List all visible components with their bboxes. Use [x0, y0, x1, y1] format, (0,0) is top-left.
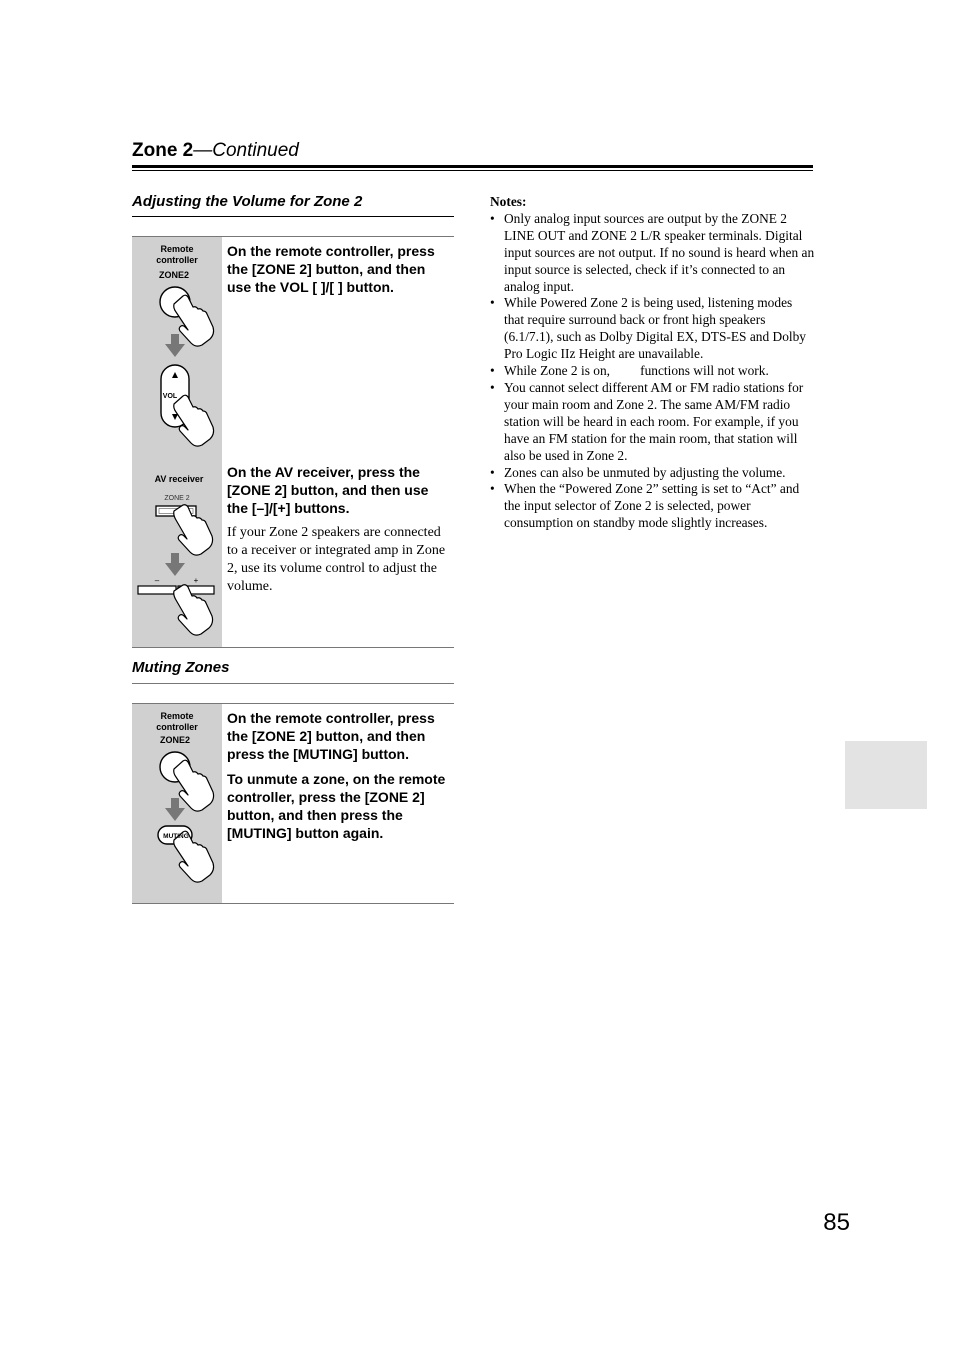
- note-item: • When the “Powered Zone 2” setting is set to “Act” and the input selector of Zone 2 is selected, power consumption on standby mode slightly increases.: [490, 481, 815, 532]
- page-title: [132, 139, 299, 163]
- muting-remote-label: Remote controller: [156, 711, 198, 732]
- notes-heading: Notes:: [490, 194, 527, 209]
- plus-label: +: [193, 576, 199, 585]
- volume-section-heading: Adjusting the Volume for Zone 2: [132, 193, 363, 210]
- pressing-hand-icon-5: [174, 760, 214, 811]
- page-title-continued: —Continued: [193, 140, 299, 161]
- arrow-down-icon: [165, 334, 185, 357]
- muting-section-heading: Muting Zones: [132, 659, 230, 676]
- arrow-down-icon-2: [165, 553, 185, 576]
- note-item: • Zones can also be unmuted by adjusting the volume.: [490, 465, 815, 482]
- page-number: 85: [823, 1209, 850, 1236]
- arrow-down-icon-3: [165, 798, 185, 821]
- av-receiver-label: AV receiver: [154, 474, 204, 484]
- side-tab: [845, 741, 927, 809]
- muting-heading-rule: [132, 683, 454, 684]
- pressing-hand-icon: [174, 295, 214, 346]
- zone2-button-label: ZONE2: [158, 270, 189, 280]
- remote-controller-label: Remote controller: [156, 244, 198, 265]
- step2-note: If your Zone 2 speakers are connected to a receiver or integrated amp in Zone 2, use its volume control to adjust the volume.: [227, 525, 446, 594]
- title-rule-thin: [132, 170, 813, 171]
- notes-block: [490, 194, 815, 532]
- note-item: • While Zone 2 is on, functions will not work.: [490, 363, 815, 380]
- muting-instruction: On the remote controller, press the [ZONE 2] button, and then press the [MUTING] button.: [227, 710, 435, 762]
- title-rule: [132, 165, 813, 168]
- note-item: • While Powered Zone 2 is being used, listening modes that require surround back or front high speakers (6.1/7.1), such as Dolby Digital EX, DTS-ES and Dolby Pro Logic IIz Height are unavailable.: [490, 295, 815, 363]
- unmute-instruction: To unmute a zone, on the remote controller, press the [ZONE 2] button, and then press the [MUTING] button again.: [227, 771, 446, 841]
- remote-zone2-muting-illustration: [154, 748, 220, 893]
- note-item: • You cannot select different AM or FM radio stations for your main room and Zone 2. The same AM/FM radio station will be heard in each room. For example, if you have an FM station for the main room, that station will also be used in Zone 2.: [490, 380, 815, 465]
- receiver-zone2-label: ZONE 2: [164, 495, 190, 502]
- step2-instruction: On the AV receiver, press the [ZONE 2] button, and then use the [–]/[+] buttons.: [227, 464, 429, 516]
- volume-steps-panel: [132, 236, 454, 648]
- muting-steps-panel: [132, 703, 454, 904]
- note-item: • Only analog input sources are output by the ZONE 2 LINE OUT and ZONE 2 L/R speaker terminals. Digital input sources are not output. If no sound is heard when an input source is selected, check if it’s connected to an analog input.: [490, 211, 815, 296]
- page-title-bold: Zone 2: [132, 140, 194, 161]
- notes-list: [490, 211, 815, 532]
- minus-button-icon: [138, 586, 176, 594]
- remote-zone2-vol-illustration: [154, 282, 220, 487]
- volume-heading-rule: [132, 216, 454, 217]
- receiver-zone2-plusminus-illustration: [136, 503, 222, 643]
- minus-label: –: [154, 576, 160, 585]
- step1-instruction: On the remote controller, press the [ZONE 2] button, and then use the VOL [ ]/[ ] button.: [227, 243, 435, 295]
- vol-button-label: VOL: [162, 393, 178, 400]
- muting-button-label: MUTING: [163, 833, 189, 840]
- muting-zone2-button-label: ZONE2: [159, 735, 190, 745]
